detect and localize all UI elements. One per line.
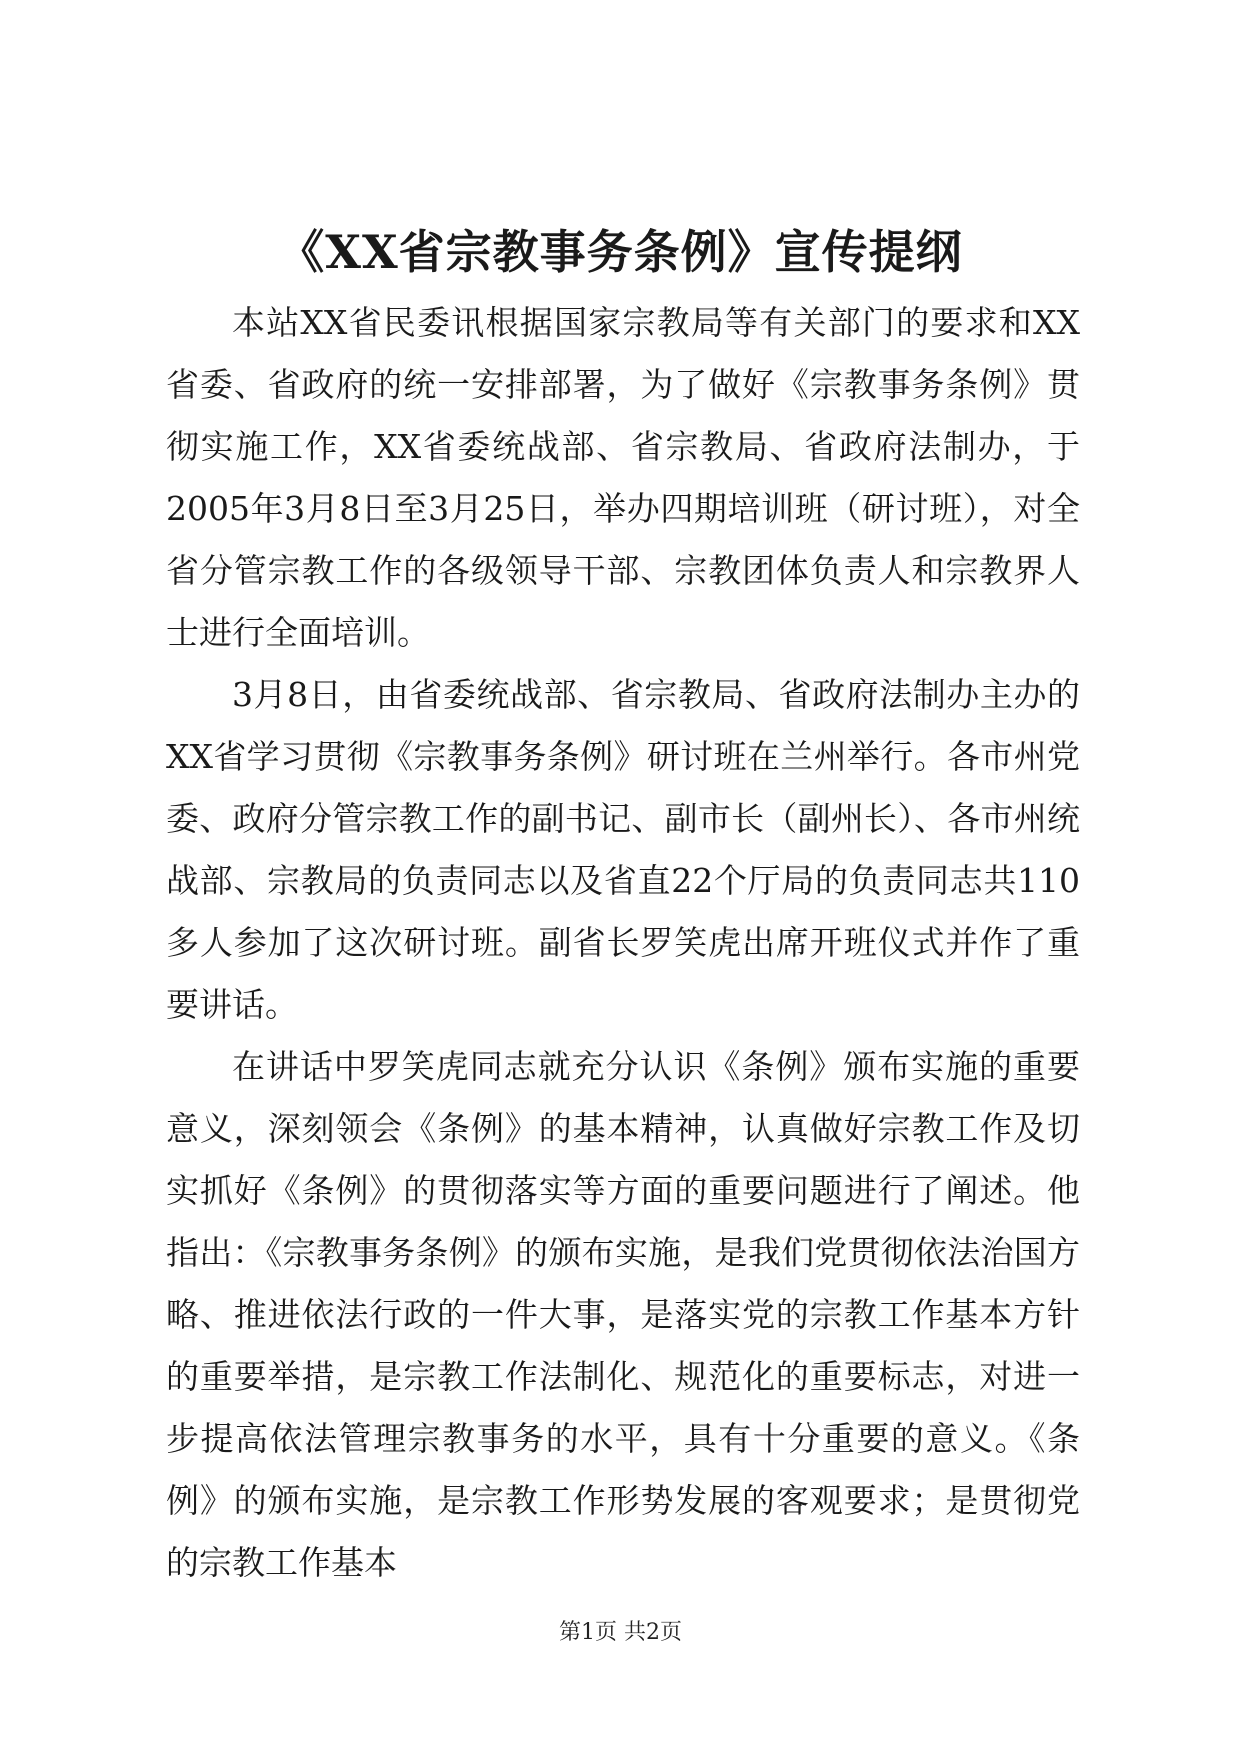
paragraph-2: 3月8日，由省委统战部、省宗教局、省政府法制办主办的XX省学习贯彻《宗教事务条例》研讨班在兰州举行。各市州党委、政府分管宗教工作的副书记、副市长（副州长）、各市州统战部、宗教局的负责同志以及省直22个厅局的负责同志共110多人参加了这次研讨班。副省长罗笑虎出席开班仪式并作了重要讲话。 (166, 675, 1080, 1024)
document-title: 《XX省宗教事务条例》宣传提纲 (278, 225, 963, 279)
document-body (166, 292, 1080, 1594)
paragraph-3: 在讲话中罗笑虎同志就充分认识《条例》颁布实施的重要意义，深刻领会《条例》的基本精神，认真做好宗教工作及切实抓好《条例》的贯彻落实等方面的重要问题进行了阐述。他指出：《宗教事务条例》的颁布实施，是我们党贯彻依法治国方略、推进依法行政的一件大事，是落实党的宗教工作基本方针的重要举措，是宗教工作法制化、规范化的重要标志，对进一步提高依法管理宗教事务的水平，具有十分重要的意义。《条例》的颁布实施，是宗教工作形势发展的客观要求；是贯彻党的宗教工作基本 (166, 1047, 1080, 1582)
page-number-footer: 第1页 共2页 (559, 1620, 682, 1645)
paragraph-1: 本站XX省民委讯根据国家宗教局等有关部门的要求和XX省委、省政府的统一安排部署，为了做好《宗教事务条例》贯彻实施工作，XX省委统战部、省宗教局、省政府法制办，于2005年3月8日至3月25日，举办四期培训班（研讨班），对全省分管宗教工作的各级领导干部、宗教团体负责人和宗教界人士进行全面培训。 (166, 303, 1080, 652)
